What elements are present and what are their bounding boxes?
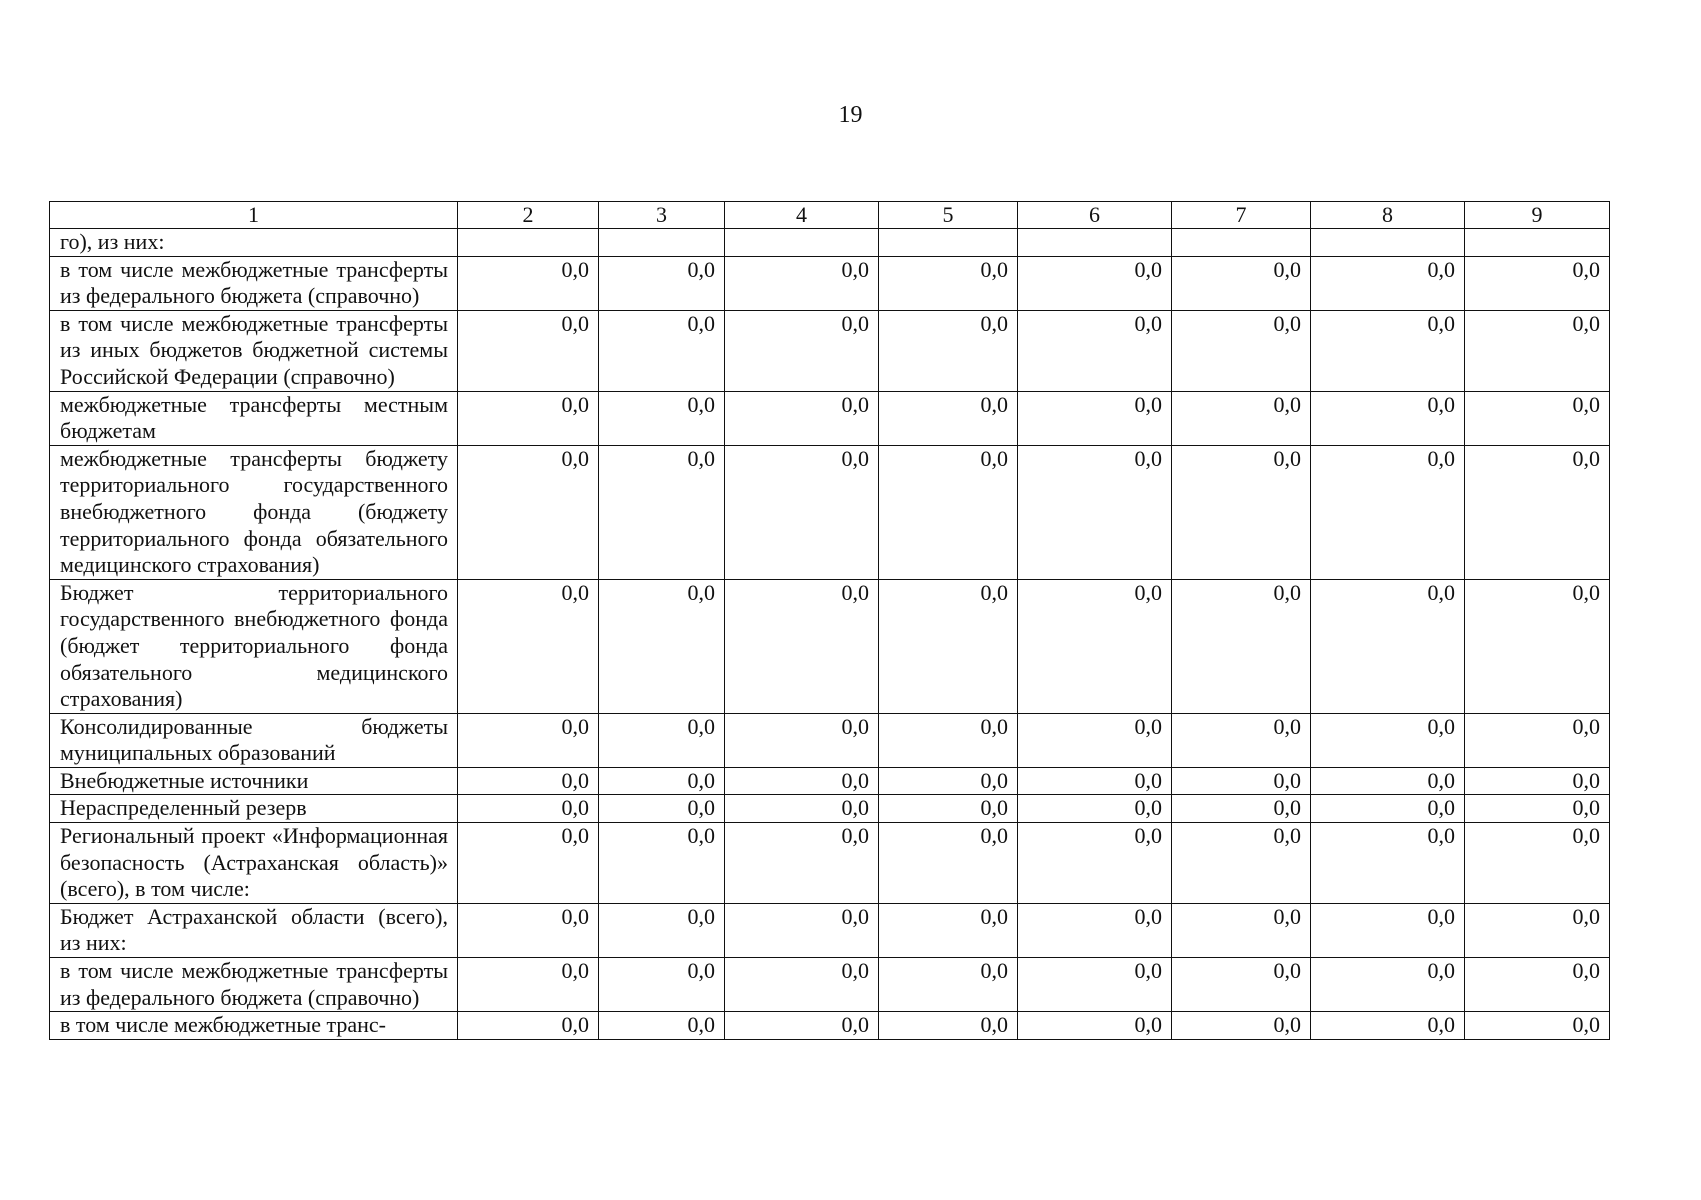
value-cell: 0,0 <box>879 1012 1018 1040</box>
value-cell: 0,0 <box>879 579 1018 713</box>
value-cell: 0,0 <box>599 823 725 904</box>
row-label: Бюджет территориального государственного внебюджетного фонда (бюджет территориального фонда обязательного медицинского страхования) <box>50 579 458 713</box>
value-cell: 0,0 <box>458 767 599 795</box>
column-header: 5 <box>879 202 1018 229</box>
table-row <box>50 579 1610 713</box>
value-cell <box>1018 229 1172 257</box>
value-cell: 0,0 <box>458 958 599 1012</box>
value-cell <box>725 229 879 257</box>
value-cell: 0,0 <box>458 579 599 713</box>
table-body <box>50 202 1610 1040</box>
column-header: 2 <box>458 202 599 229</box>
value-cell: 0,0 <box>1018 767 1172 795</box>
value-cell: 0,0 <box>725 391 879 445</box>
value-cell: 0,0 <box>1018 823 1172 904</box>
table-row <box>50 1012 1610 1040</box>
row-label: межбюджетные трансферты местным бюджетам <box>50 391 458 445</box>
value-cell: 0,0 <box>725 823 879 904</box>
value-cell: 0,0 <box>1018 958 1172 1012</box>
value-cell: 0,0 <box>1311 767 1465 795</box>
value-cell: 0,0 <box>1465 823 1610 904</box>
value-cell: 0,0 <box>1172 903 1311 957</box>
value-cell: 0,0 <box>599 579 725 713</box>
value-cell: 0,0 <box>599 713 725 767</box>
value-cell: 0,0 <box>599 310 725 391</box>
value-cell: 0,0 <box>458 795 599 823</box>
value-cell: 0,0 <box>879 767 1018 795</box>
value-cell: 0,0 <box>725 713 879 767</box>
value-cell: 0,0 <box>1311 310 1465 391</box>
table-row <box>50 229 1610 257</box>
row-label: в том числе межбюджетные трансферты из федерального бюджета (справочно) <box>50 958 458 1012</box>
value-cell <box>1311 229 1465 257</box>
value-cell: 0,0 <box>879 256 1018 310</box>
value-cell: 0,0 <box>1311 1012 1465 1040</box>
page-number: 19 <box>838 102 863 128</box>
value-cell: 0,0 <box>1311 256 1465 310</box>
value-cell: 0,0 <box>1465 445 1610 579</box>
value-cell: 0,0 <box>599 767 725 795</box>
value-cell: 0,0 <box>1311 903 1465 957</box>
value-cell: 0,0 <box>725 1012 879 1040</box>
budget-table <box>49 201 1610 1040</box>
header-row <box>50 202 1610 229</box>
value-cell: 0,0 <box>725 795 879 823</box>
value-cell: 0,0 <box>879 795 1018 823</box>
row-label: в том числе межбюджетные трансферты из федерального бюджета (справочно) <box>50 256 458 310</box>
value-cell: 0,0 <box>1172 795 1311 823</box>
row-label: в том числе межбюджетные транс- <box>50 1012 458 1040</box>
value-cell: 0,0 <box>1465 958 1610 1012</box>
value-cell: 0,0 <box>599 903 725 957</box>
value-cell: 0,0 <box>599 1012 725 1040</box>
value-cell: 0,0 <box>1172 579 1311 713</box>
row-label: го), из них: <box>50 229 458 257</box>
value-cell: 0,0 <box>1172 445 1311 579</box>
value-cell: 0,0 <box>1172 958 1311 1012</box>
value-cell: 0,0 <box>1465 1012 1610 1040</box>
table-row <box>50 767 1610 795</box>
value-cell: 0,0 <box>1172 823 1311 904</box>
column-header: 9 <box>1465 202 1610 229</box>
value-cell: 0,0 <box>599 256 725 310</box>
value-cell: 0,0 <box>1465 310 1610 391</box>
value-cell: 0,0 <box>725 903 879 957</box>
value-cell: 0,0 <box>1172 310 1311 391</box>
value-cell: 0,0 <box>599 795 725 823</box>
value-cell: 0,0 <box>1465 713 1610 767</box>
row-label: межбюджетные трансферты бюджету территориального государственного внебюджетного фонда (бюджету территориального фонда обязательного медицинского страхования) <box>50 445 458 579</box>
value-cell: 0,0 <box>879 903 1018 957</box>
value-cell: 0,0 <box>1311 445 1465 579</box>
row-label: Консолидированные бюджеты муниципальных образований <box>50 713 458 767</box>
row-label: Бюджет Астраханской области (всего), из них: <box>50 903 458 957</box>
value-cell: 0,0 <box>1311 795 1465 823</box>
value-cell: 0,0 <box>1311 391 1465 445</box>
column-header: 1 <box>50 202 458 229</box>
value-cell: 0,0 <box>458 823 599 904</box>
value-cell: 0,0 <box>599 391 725 445</box>
value-cell: 0,0 <box>1311 713 1465 767</box>
value-cell: 0,0 <box>458 903 599 957</box>
value-cell: 0,0 <box>725 958 879 1012</box>
value-cell: 0,0 <box>1172 1012 1311 1040</box>
value-cell <box>458 229 599 257</box>
table-row <box>50 958 1610 1012</box>
value-cell: 0,0 <box>1018 256 1172 310</box>
column-header: 4 <box>725 202 879 229</box>
value-cell: 0,0 <box>879 713 1018 767</box>
table-row <box>50 795 1610 823</box>
value-cell: 0,0 <box>599 445 725 579</box>
value-cell: 0,0 <box>1018 579 1172 713</box>
value-cell <box>1172 229 1311 257</box>
value-cell: 0,0 <box>1018 1012 1172 1040</box>
value-cell: 0,0 <box>1172 713 1311 767</box>
value-cell <box>1465 229 1610 257</box>
column-header: 7 <box>1172 202 1311 229</box>
value-cell: 0,0 <box>725 310 879 391</box>
value-cell: 0,0 <box>1311 823 1465 904</box>
value-cell: 0,0 <box>725 445 879 579</box>
value-cell: 0,0 <box>1465 795 1610 823</box>
value-cell: 0,0 <box>458 713 599 767</box>
table-row <box>50 256 1610 310</box>
value-cell: 0,0 <box>1311 958 1465 1012</box>
table-row <box>50 445 1610 579</box>
value-cell: 0,0 <box>1172 256 1311 310</box>
value-cell <box>599 229 725 257</box>
value-cell: 0,0 <box>1465 256 1610 310</box>
value-cell: 0,0 <box>1172 391 1311 445</box>
value-cell: 0,0 <box>1465 903 1610 957</box>
value-cell: 0,0 <box>1172 767 1311 795</box>
value-cell: 0,0 <box>879 310 1018 391</box>
value-cell: 0,0 <box>879 445 1018 579</box>
column-header: 6 <box>1018 202 1172 229</box>
value-cell: 0,0 <box>458 391 599 445</box>
value-cell: 0,0 <box>458 1012 599 1040</box>
value-cell: 0,0 <box>458 256 599 310</box>
value-cell: 0,0 <box>879 958 1018 1012</box>
value-cell: 0,0 <box>1018 310 1172 391</box>
table-row <box>50 903 1610 957</box>
table-row <box>50 713 1610 767</box>
value-cell: 0,0 <box>725 579 879 713</box>
value-cell: 0,0 <box>1018 445 1172 579</box>
value-cell: 0,0 <box>458 310 599 391</box>
value-cell: 0,0 <box>879 391 1018 445</box>
value-cell <box>879 229 1018 257</box>
value-cell: 0,0 <box>725 767 879 795</box>
value-cell: 0,0 <box>879 823 1018 904</box>
row-label: Региональный проект «Информационная безопасность (Астраханская область)» (всего), в том числе: <box>50 823 458 904</box>
value-cell: 0,0 <box>458 445 599 579</box>
column-header: 3 <box>599 202 725 229</box>
value-cell: 0,0 <box>1018 713 1172 767</box>
value-cell: 0,0 <box>1311 579 1465 713</box>
row-label: Внебюджетные источники <box>50 767 458 795</box>
table-row <box>50 823 1610 904</box>
row-label: Нераспределенный резерв <box>50 795 458 823</box>
table-row <box>50 391 1610 445</box>
value-cell: 0,0 <box>725 256 879 310</box>
value-cell: 0,0 <box>1465 767 1610 795</box>
value-cell: 0,0 <box>599 958 725 1012</box>
row-label: в том числе межбюджетные трансферты из иных бюджетов бюджетной системы Российской Федерации (справочно) <box>50 310 458 391</box>
value-cell: 0,0 <box>1465 579 1610 713</box>
column-header: 8 <box>1311 202 1465 229</box>
table-row <box>50 310 1610 391</box>
value-cell: 0,0 <box>1465 391 1610 445</box>
value-cell: 0,0 <box>1018 903 1172 957</box>
value-cell: 0,0 <box>1018 795 1172 823</box>
value-cell: 0,0 <box>1018 391 1172 445</box>
